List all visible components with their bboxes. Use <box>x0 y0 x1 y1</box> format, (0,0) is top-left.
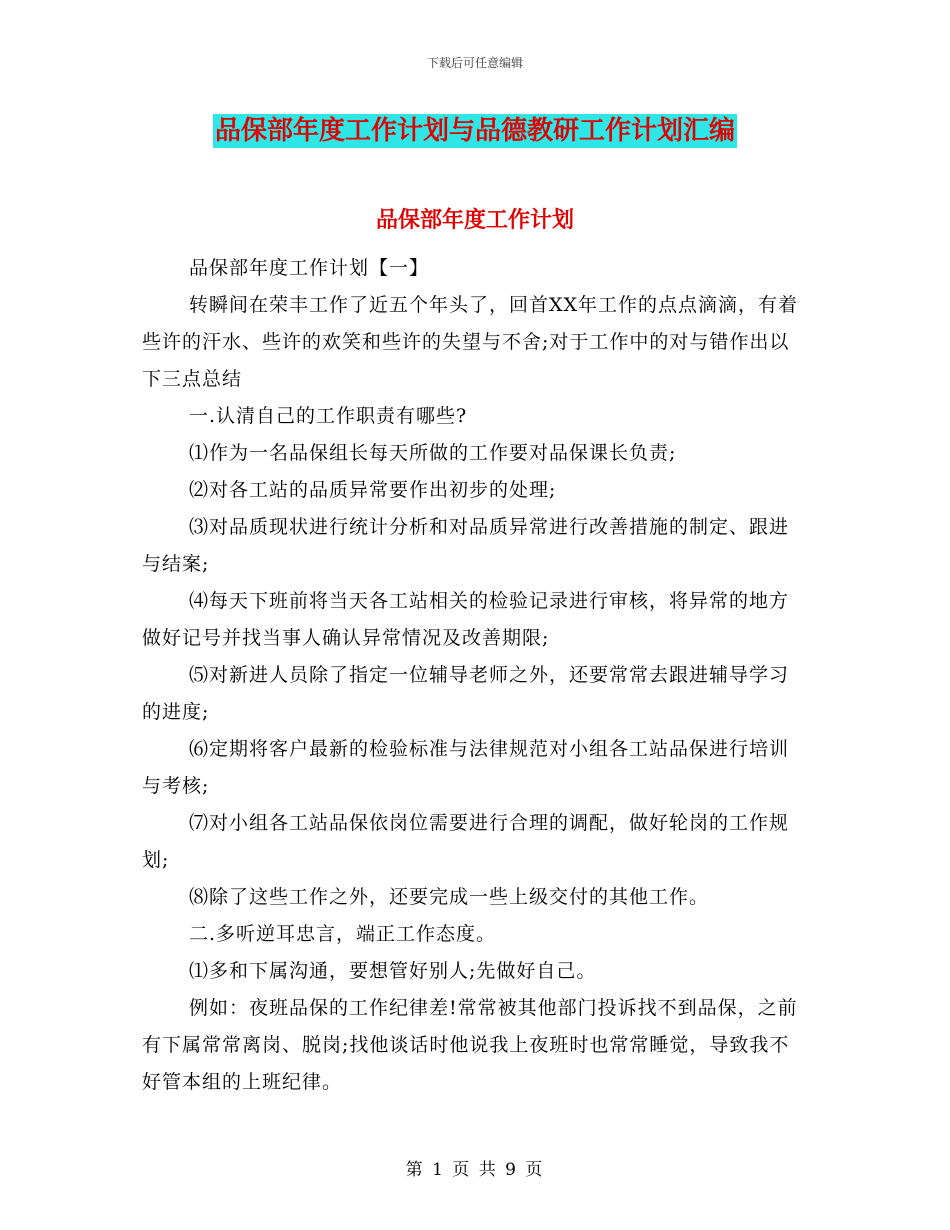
paragraph: ⑴作为一名品保组长每天所做的工作要对品保课长负责; <box>189 442 677 464</box>
paragraph: ⑷每天下班前将当天各工站相关的检验记录进行审核，将异常的地方做好记号并找当事人确认异常情况及改善期限; <box>142 590 790 649</box>
document-main-title <box>0 110 950 147</box>
paragraph: ⑴多和下属沟通，要想管好别人;先做好自己。 <box>189 960 597 982</box>
paragraph: ⑸对新进人员除了指定一位辅导老师之外，还要常常去跟进辅导学习的进度; <box>142 664 790 723</box>
paragraph: 二.多听逆耳忠言，端正工作态度。 <box>189 923 497 945</box>
paragraph: 例如：夜班品保的工作纪律差!常常被其他部门投诉找不到品保，之前有下属常常离岗、脱岗;找他谈话时他说我上夜班时也常常睡觉，导致我不好管本组的上班纪律。 <box>142 997 798 1093</box>
paragraph: 品保部年度工作计划【一】 <box>189 257 430 279</box>
paragraph: 一.认清自己的工作职责有哪些? <box>189 405 468 427</box>
paragraph: ⑹定期将客户最新的检验标准与法律规范对小组各工站品保进行培训与考核; <box>142 738 790 797</box>
paragraph: ⑻除了这些工作之外，还要完成一些上级交付的其他工作。 <box>189 886 710 908</box>
page-number-footer: 第 1 页 共 9 页 <box>405 1160 545 1180</box>
section-title: 品保部年度工作计划 <box>375 207 574 233</box>
document-body <box>142 250 808 1101</box>
paragraph: ⑵对各工站的品质异常要作出初步的处理; <box>189 479 557 501</box>
paragraph: ⑶对品质现状进行统计分析和对品质异常进行改善措施的制定、跟进与结案; <box>142 516 790 575</box>
paragraph: ⑺对小组各工站品保依岗位需要进行合理的调配，做好轮岗的工作规划; <box>142 812 790 871</box>
main-title-text: 品保部年度工作计划与品德教研工作计划汇编 <box>214 116 735 146</box>
paragraph: 转瞬间在荣丰工作了近五个年头了，回首XX年工作的点点滴滴，有着些许的汗水、些许的欢笑和些许的失望与不舍;对于工作中的对与错作出以下三点总结 <box>142 294 799 390</box>
header-note: 下载后可任意编辑 <box>426 56 523 70</box>
